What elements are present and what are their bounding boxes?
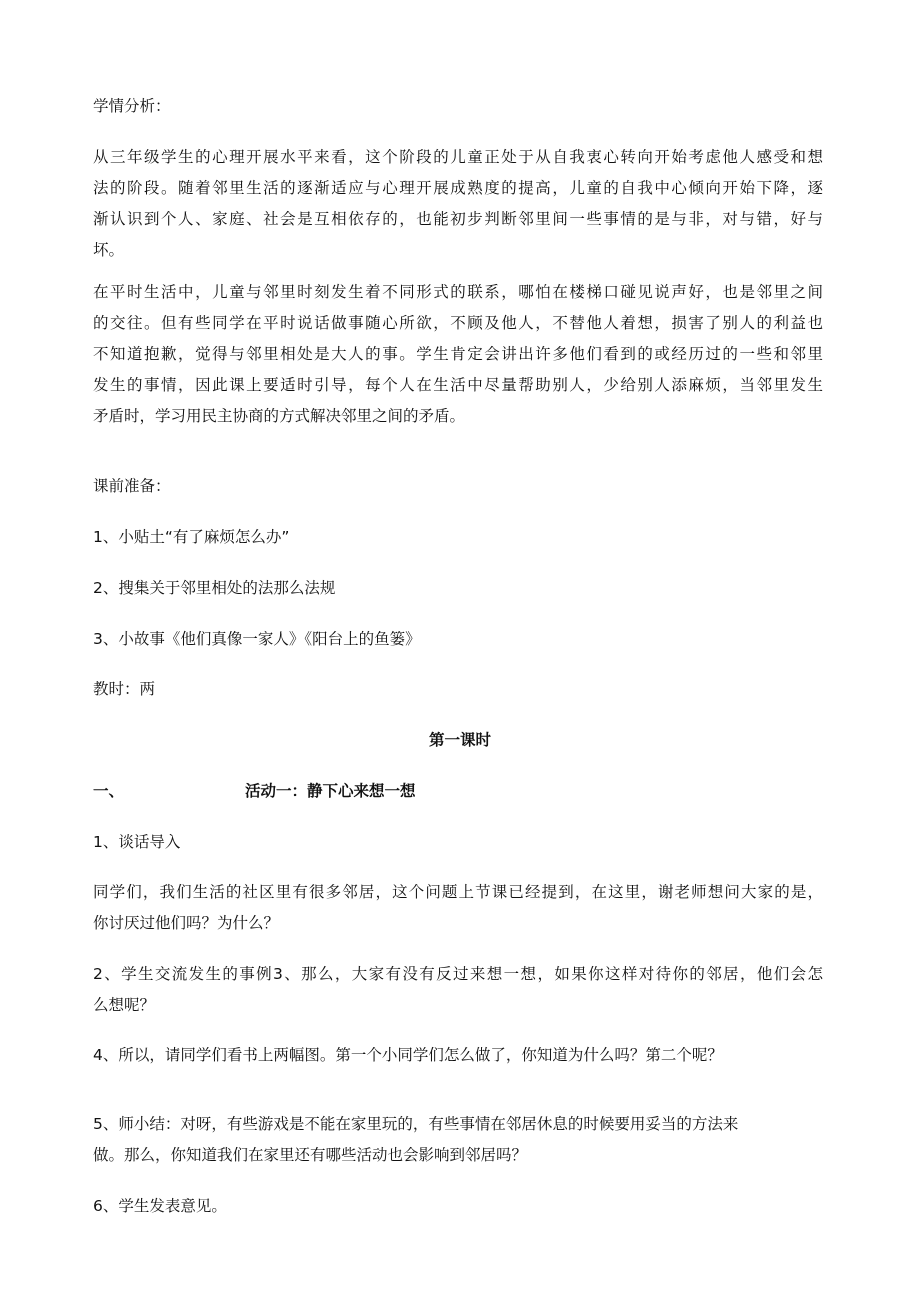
analysis-para1-line2: 法的阶段。随着邻里生活的逐渐适应与心理开展成熟度的提高，儿童的自我中心倾向开始下降，逐 bbox=[93, 179, 823, 197]
para4-line1: 2、学生交流发生的事例3、那么，大家有没有反过来想一想，如果你这样对待你的邻居，他们会怎 bbox=[93, 965, 823, 983]
analysis-para2-line5: 矛盾时，学习用民主协商的方式解决邻里之间的矛盾。 bbox=[93, 407, 466, 425]
section-number: 一、 bbox=[93, 782, 125, 800]
analysis-heading: 学情分析： bbox=[93, 97, 171, 115]
prep-heading: 课前准备： bbox=[93, 477, 171, 495]
analysis-para2-line2: 的交往。但有些同学在平时说话做事随心所欲，不顾及他人，不替他人着想，损害了别人的利益也 bbox=[93, 314, 823, 332]
prep-item-3: 3、小故事《他们真像一家人》《阳台上的鱼篓》 bbox=[93, 630, 421, 648]
para6-line2: 做。那么，你知道我们在家里还有哪些活动也会影响到邻居吗？ bbox=[93, 1146, 528, 1164]
analysis-para1-line3: 渐认识到个人、家庭、社会是互相依存的，也能初步判断邻里间一些事情的是与非，对与错，好与 bbox=[93, 210, 823, 228]
prep-item-1: 1、小贴土“有了麻烦怎么办” bbox=[93, 528, 290, 546]
analysis-para2-line4: 发生的事情，因此课上要适时引导，每个人在生活中尽量帮助别人，少给别人添麻烦，当邻里发生 bbox=[93, 376, 823, 394]
para3-line1: 同学们，我们生活的社区里有很多邻居，这个问题上节课已经提到，在这里，谢老师想问大家的是， bbox=[93, 883, 823, 901]
section-title: 活动一：静下心来想一想 bbox=[245, 782, 416, 800]
prep-item-2: 2、搜集关于邻里相处的法那么法规 bbox=[93, 579, 336, 597]
para5: 4、所以，请同学们看书上两幅图。第一个小同学们怎么做了，你知道为什么吗？第二个呢？ bbox=[93, 1046, 723, 1064]
analysis-para2-line1: 在平时生活中，儿童与邻里时刻发生着不同形式的联系，哪怕在楼梯口碰见说声好，也是邻里之间 bbox=[93, 283, 823, 301]
para7: 6、学生发表意见。 bbox=[93, 1197, 227, 1215]
step-1: 1、谈话导入 bbox=[93, 833, 181, 851]
analysis-para1-line1: 从三年级学生的心理开展水平来看，这个阶段的儿童正处于从自我衷心转向开始考虑他人感受和想 bbox=[93, 148, 823, 166]
analysis-para2-line3: 不知道抱歉，觉得与邻里相处是大人的事。学生肯定会讲出许多他们看到的或经历过的一些和邻里 bbox=[93, 345, 823, 363]
para6-line1: 5、师小结：对呀，有些游戏是不能在家里玩的，有些事情在邻居休息的时候要用妥当的方法来 bbox=[93, 1115, 739, 1133]
analysis-para1-line4: 坏。 bbox=[93, 241, 125, 259]
para3-line2: 你讨厌过他们吗？为什么？ bbox=[93, 914, 280, 932]
lesson-title: 第一课时 bbox=[428, 731, 491, 749]
teaching-hours: 教时：两 bbox=[93, 680, 156, 698]
para4-line2: 么想呢？ bbox=[93, 996, 156, 1014]
